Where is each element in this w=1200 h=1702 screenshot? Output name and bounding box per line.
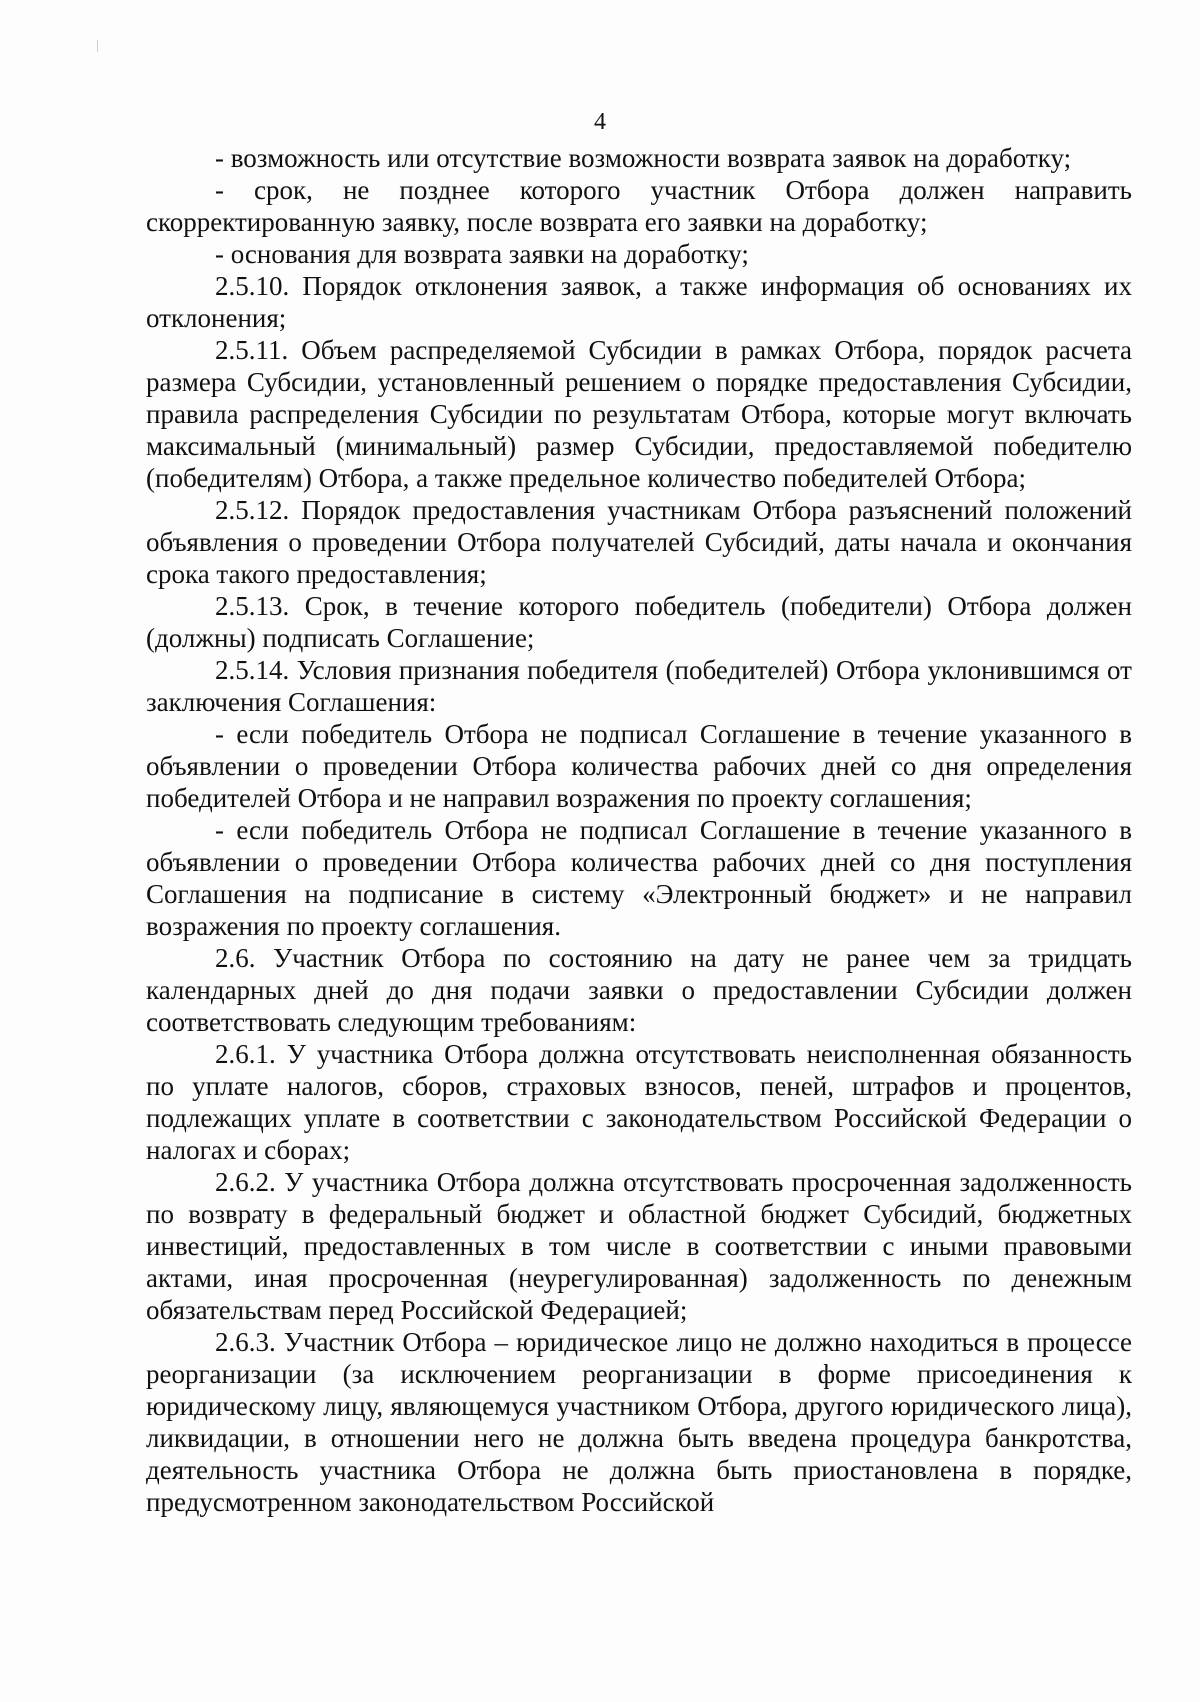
paragraph-2-6-3: 2.6.3. Участник Отбора – юридическое лицо не должно находиться в процессе реорганизации (за исключением реорганизации в форме присоединения к юридическому лицу, являющемуся участником Отбора, другого юридического лица), ликвидации, в отношении него не должна быть введена процедура банкротства, деятельность участника Отбора не должна быть приостановлена в порядке, предусмотренном законодательством Российской	[146, 1327, 1132, 1517]
paragraph-evasion-condition-1: - если победитель Отбора не подписал Соглашение в течение указанного в объявлении о проведении Отбора количества рабочих дней со дня определения победителей Отбора и не направил возражения по проекту соглашения;	[146, 719, 1132, 813]
paragraph-2-6: 2.6. Участник Отбора по состоянию на дату не ранее чем за тридцать календарных дней до дня подачи заявки о предоставлении Субсидии должен соответствовать следующим требованиям:	[146, 943, 1132, 1037]
scan-artifact	[97, 40, 98, 52]
document-body	[146, 142, 1132, 1518]
paragraph-evasion-condition-2: - если победитель Отбора не подписал Соглашение в течение указанного в объявлении о проведении Отбора количества рабочих дней со дня поступления Соглашения на подписание в систему «Электронный бюджет» и не направил возражения по проекту соглашения.	[146, 815, 1132, 941]
paragraph-2-6-2: 2.6.2. У участника Отбора должна отсутствовать просроченная задолженность по возврату в федеральный бюджет и областной бюджет Субсидий, бюджетных инвестиций, предоставленных в том числе в соответствии с иными правовыми актами, иная просроченная (неурегулированная) задолженность по денежным обязательствам перед Российской Федерацией;	[146, 1167, 1132, 1325]
paragraph-resubmission-deadline: - срок, не позднее которого участник Отбора должен направить скорректированную заявку, после возврата его заявки на доработку;	[146, 175, 1132, 237]
paragraph-2-5-10: 2.5.10. Порядок отклонения заявок, а также информация об основаниях их отклонения;	[146, 271, 1132, 333]
paragraph-return-possibility: - возможность или отсутствие возможности возврата заявок на доработку;	[215, 143, 1072, 173]
paragraph-2-5-13: 2.5.13. Срок, в течение которого победитель (победители) Отбора должен (должны) подписать Соглашение;	[146, 591, 1132, 653]
paragraph-2-6-1: 2.6.1. У участника Отбора должна отсутствовать неисполненная обязанность по уплате налогов, сборов, страховых взносов, пеней, штрафов и процентов, подлежащих уплате в соответствии с законодательством Российской Федерации о налогах и сборах;	[146, 1039, 1132, 1165]
paragraph-return-grounds: - основания для возврата заявки на доработку;	[215, 239, 749, 269]
paragraph-2-5-12: 2.5.12. Порядок предоставления участникам Отбора разъяснений положений объявления о проведении Отбора получателей Субсидий, даты начала и окончания срока такого предоставления;	[146, 495, 1132, 589]
paragraph-2-5-14: 2.5.14. Условия признания победителя (победителей) Отбора уклонившимся от заключения Соглашения:	[146, 655, 1132, 717]
paragraph-2-5-11: 2.5.11. Объем распределяемой Субсидии в рамках Отбора, порядок расчета размера Субсидии, установленный решением о порядке предоставления Субсидии, правила распределения Субсидии по результатам Отбора, которые могут включать максимальный (минимальный) размер Субсидии, предоставляемой победителю (победителям) Отбора, а также предельное количество победителей Отбора;	[146, 335, 1132, 493]
page-number: 4	[594, 109, 606, 135]
